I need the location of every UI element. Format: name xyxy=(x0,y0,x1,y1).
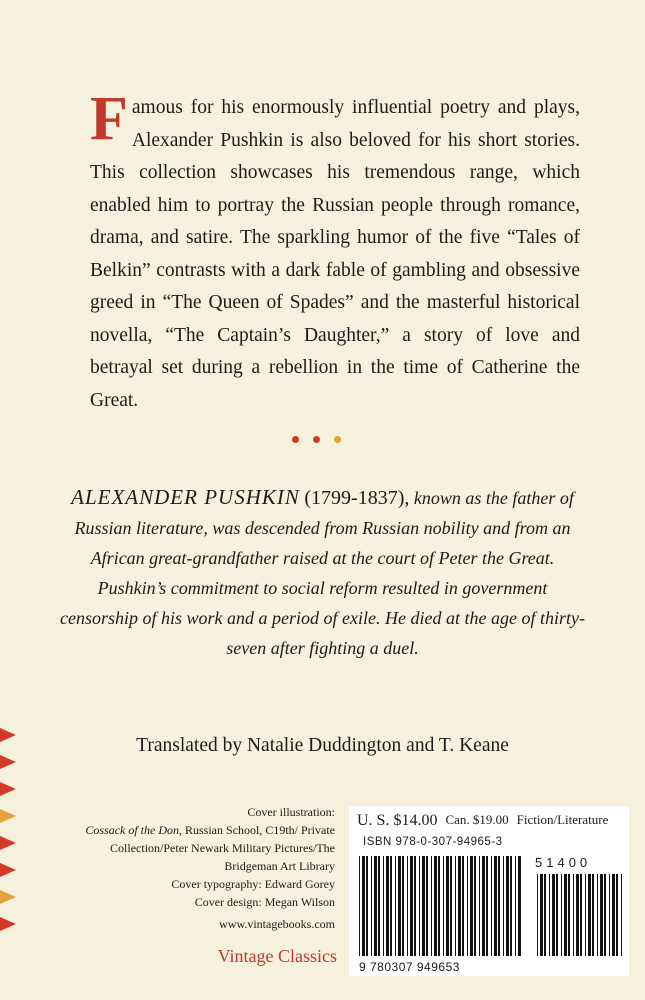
imprint-logo-text: Vintage Classics xyxy=(217,946,337,966)
barcode-bar xyxy=(568,874,570,956)
barcode-bar xyxy=(378,856,380,956)
author-years: (1799-1837), xyxy=(304,487,410,509)
barcode-bar xyxy=(597,874,598,956)
barcode-bar xyxy=(609,874,610,956)
barcode-bar xyxy=(486,856,488,956)
cover-illustration-label: Cover illustration: xyxy=(247,805,335,819)
barcode-bar xyxy=(482,856,485,956)
barcode-bar xyxy=(552,874,555,956)
barcode-bar xyxy=(450,856,452,956)
cover-design-credit: Cover design: Megan Wilson xyxy=(194,895,335,909)
barcode-bar xyxy=(537,874,538,956)
price-code: 51400 xyxy=(535,855,592,870)
book-description xyxy=(90,85,580,417)
publisher-website[interactable]: www.vintagebooks.com xyxy=(219,917,335,931)
chevron-mark xyxy=(0,890,16,904)
barcode-bar xyxy=(592,874,594,956)
divider-dot xyxy=(334,436,341,443)
chevron-mark xyxy=(0,863,16,877)
divider-dot xyxy=(313,436,320,443)
chevron-mark xyxy=(0,917,16,931)
barcode-bar xyxy=(462,856,464,956)
price-line xyxy=(357,812,627,830)
drop-cap: F xyxy=(90,85,128,153)
barcode-bar xyxy=(612,874,615,956)
artwork-title: Cossack of the Don xyxy=(85,823,179,837)
barcode-bar xyxy=(540,874,543,956)
barcode-bar xyxy=(362,856,365,956)
barcode-bar xyxy=(446,856,449,956)
category: Fiction/Literature xyxy=(516,812,609,827)
barcode-bar xyxy=(443,856,444,956)
chevron-mark xyxy=(0,836,16,850)
barcode-bar xyxy=(386,856,389,956)
barcode-bar xyxy=(458,856,461,956)
barcode-bar xyxy=(419,856,420,956)
barcode-bar xyxy=(510,856,512,956)
barcode-bar xyxy=(576,874,579,956)
barcode-bar xyxy=(491,856,492,956)
author-bio-text: known as the father of Russian literature, was descended from Russian nobility and from an African great-grandfather raised at the court of Peter the Great. Pushkin’s commitment to social reform resulted in government censorship of his work and a period of exile. He died at the age of thirty-seven after fighting a duel. xyxy=(60,488,585,658)
barcode-bar xyxy=(359,856,360,956)
barcode-bar xyxy=(503,856,504,956)
barcode-bar xyxy=(398,856,401,956)
barcode-bar xyxy=(402,856,404,956)
barcode-bar xyxy=(621,874,622,956)
barcode-bar xyxy=(383,856,384,956)
barcode-bar xyxy=(549,874,550,956)
isbn-label: ISBN 978-0-307-94965-3 xyxy=(363,836,503,848)
barcode-bar xyxy=(515,856,516,956)
barcode-bar xyxy=(371,856,372,956)
barcode-bar xyxy=(407,856,408,956)
barcode-bar xyxy=(390,856,392,956)
barcode-bar xyxy=(422,856,425,956)
chevron-mark xyxy=(0,782,16,796)
barcode-bar xyxy=(585,874,586,956)
barcode-bar xyxy=(467,856,468,956)
barcode-bar xyxy=(410,856,413,956)
barcode-bar xyxy=(580,874,582,956)
barcode-bar xyxy=(506,856,509,956)
cover-typography-credit: Cover typography: Edward Gorey xyxy=(171,877,335,891)
barcode-bar xyxy=(561,874,562,956)
barcode-bar xyxy=(616,874,618,956)
chevron-mark xyxy=(0,755,16,769)
barcode-bar xyxy=(479,856,480,956)
barcode-bar xyxy=(494,856,497,956)
barcode-bar xyxy=(438,856,440,956)
barcode-bar xyxy=(564,874,567,956)
cover-credits xyxy=(75,803,335,911)
barcode-bar xyxy=(518,856,521,956)
barcode-bar xyxy=(588,874,591,956)
barcode-bar xyxy=(395,856,396,956)
barcode-bar xyxy=(474,856,476,956)
us-price: U. S. $14.00 xyxy=(357,812,438,829)
barcode-bar xyxy=(455,856,456,956)
barcode-bar xyxy=(604,874,606,956)
barcode-bar xyxy=(366,856,368,956)
author-name: ALEXANDER PUSHKIN xyxy=(71,485,300,509)
barcode-bar xyxy=(374,856,377,956)
isbn-digits: 9 780307 949653 xyxy=(359,960,460,974)
ornament-divider xyxy=(292,436,341,443)
barcode-bar xyxy=(498,856,500,956)
cover-illustration-credit xyxy=(75,821,335,875)
barcode-bar xyxy=(470,856,473,956)
artwork-source: , Russian School, C19th/ Private Collection/Peter Newark Military Pictures/The Bridgeman Art Library xyxy=(110,823,335,873)
barcode-bar xyxy=(414,856,416,956)
translator-credit: Translated by Natalie Duddington and T. Keane xyxy=(136,735,509,756)
barcode-bar xyxy=(434,856,437,956)
canada-price: Can. $19.00 xyxy=(445,812,509,827)
chevron-mark xyxy=(0,728,16,742)
barcode-bar xyxy=(426,856,428,956)
barcode-bar xyxy=(556,874,558,956)
barcode-bar xyxy=(544,874,546,956)
chevron-mark xyxy=(0,809,16,823)
barcode-bar xyxy=(431,856,432,956)
divider-dot xyxy=(292,436,299,443)
barcode-panel xyxy=(349,806,629,976)
barcode-bar xyxy=(573,874,574,956)
author-bio xyxy=(60,482,585,663)
barcode-bar xyxy=(600,874,603,956)
description-text: amous for his enormously influential poetry and plays, Alexander Pushkin is also beloved for his short stories. This collection showcases his tremendous range, which enabled him to portray the Russian people through romance, drama, and satire. The sparkling humor of the five “Tales of Belkin” contrasts with a dark fable of gambling and obsessive greed in “The Queen of Spades” and the masterful historical novella, “The Captain’s Daughter,” a story of love and betrayal set during a rebellion in the time of Catherine the Great. xyxy=(90,97,580,411)
